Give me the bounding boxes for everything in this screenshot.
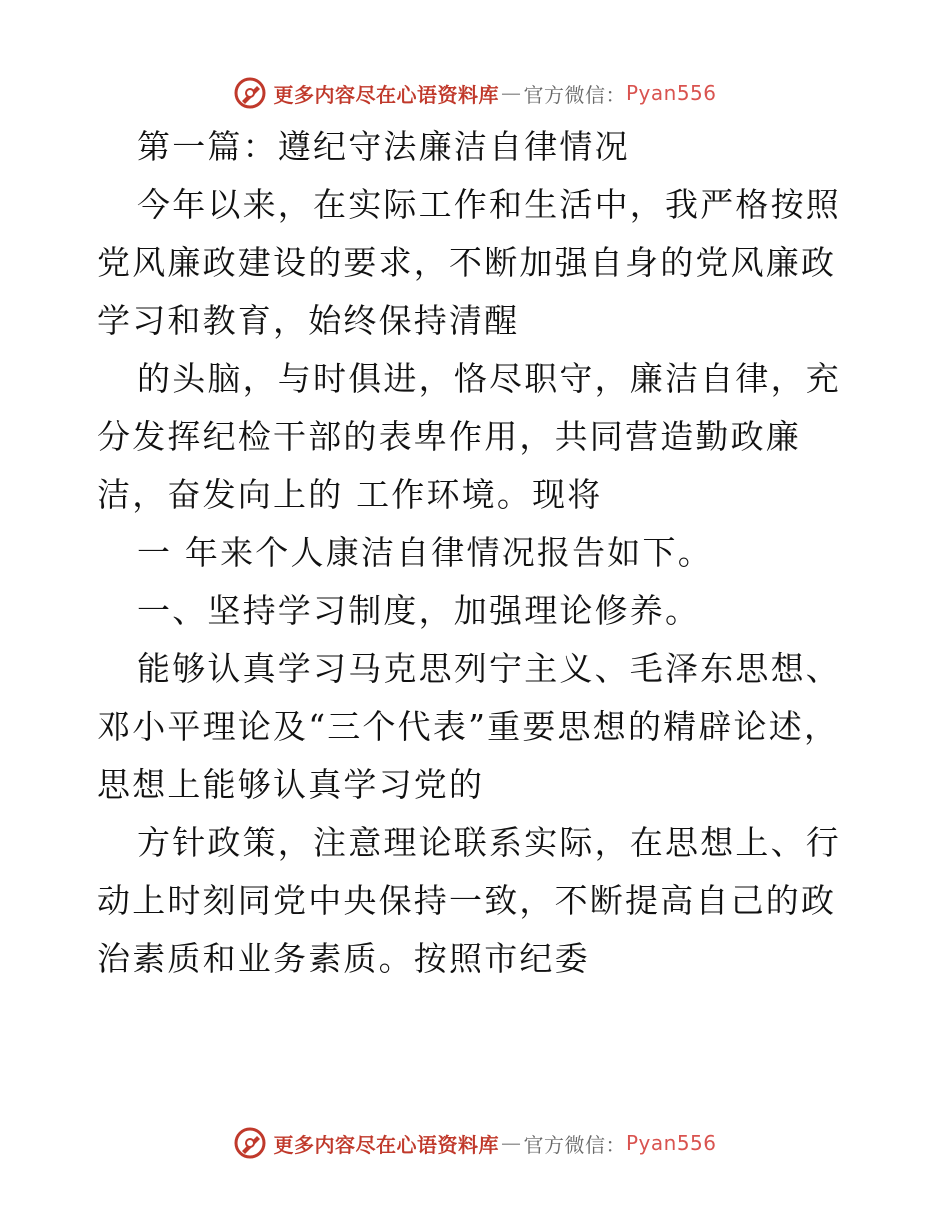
watermark-id: Pyan556 [625,1131,717,1155]
doc-paragraph: 能够认真学习马克思列宁主义、毛泽东思想、邓小平理论及“三个代表”重要思想的精辟论述，思想上能够认真学习党的 [97,649,841,804]
doc-paragraph: 的头脑，与时俱进，恪尽职守，廉洁自律，充分发挥纪检干部的表卑作用，共同营造勤政廉洁，奋发向上的 工作环境。现将 [97,359,841,514]
brand-logo-icon [233,1126,267,1160]
watermark-separator: — [500,1131,522,1155]
doc-paragraph: 今年以来，在实际工作和生活中，我严格按照党风廉政建设的要求，不断加强自身的党风廉政学习和教育，始终保持清醒 [97,185,841,340]
doc-title: 第一篇：遵纪守法廉洁自律情况 [137,127,630,166]
watermark-brand: 更多内容尽在心语资料库 [273,82,499,107]
doc-paragraph: 方针政策，注意理论联系实际，在思想上、行动上时刻同党中央保持一致，不断提高自己的政治素质和业务素质。按照市纪委 [97,823,841,978]
watermark-brand: 更多内容尽在心语资料库 [273,1132,499,1157]
watermark-separator: — [500,81,522,105]
watermark-label: 官方微信： [523,82,626,107]
document-body [97,118,852,988]
brand-logo-icon [233,76,267,110]
watermark-label: 官方微信： [523,1132,626,1157]
footer-watermark [0,1126,950,1160]
header-watermark [0,76,950,110]
doc-paragraph: 一 年来个人康洁自律情况报告如下。 [137,533,713,572]
doc-section-heading: 一、坚持学习制度，加强理论修养。 [137,591,701,630]
watermark-id: Pyan556 [625,81,717,105]
